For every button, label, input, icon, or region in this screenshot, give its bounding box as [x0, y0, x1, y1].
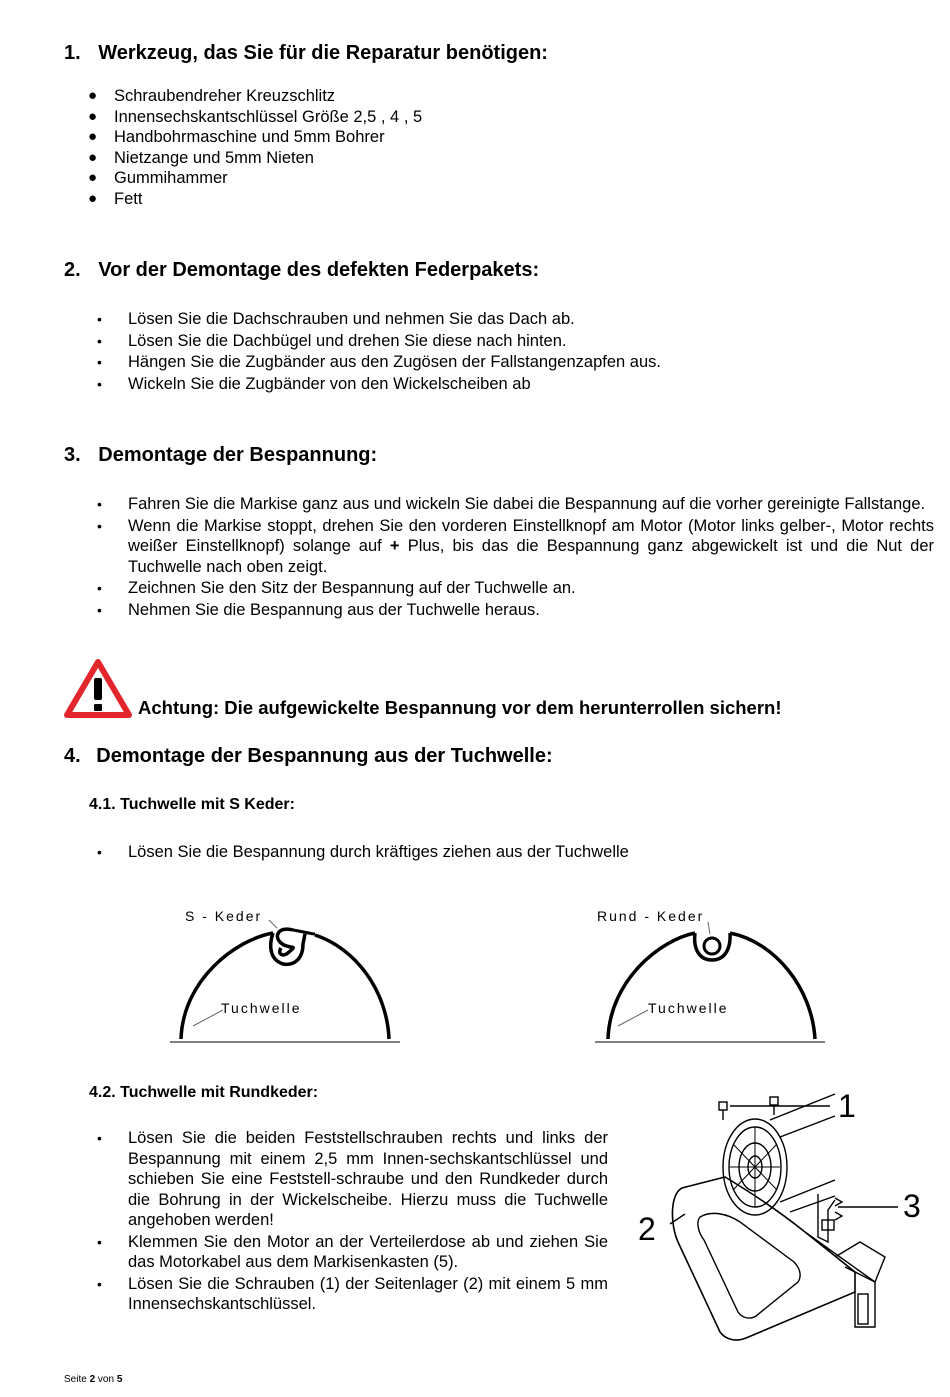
- section-2-title: Vor der Demontage des defekten Federpakets:: [98, 259, 540, 281]
- subsection-4-1-title: 4.1. Tuchwelle mit S Keder:: [89, 796, 295, 813]
- tuchwelle-arc-left: [608, 933, 695, 1039]
- side-bearing-drawing: [630, 1082, 930, 1342]
- list-item: ● Schraubendreher Kreuzschlitz: [88, 87, 336, 105]
- leader-line: [269, 920, 277, 928]
- side-bearing-housing: [672, 1177, 855, 1340]
- tuchwelle-label: Tuchwelle: [221, 1000, 302, 1016]
- rund-keder-profile: [704, 938, 720, 954]
- list-item: ● Innensechskantschlüssel Größe 2,5 , 4 , 5: [88, 107, 423, 126]
- leader-line: [618, 1010, 648, 1026]
- list-item: • Lösen Sie die beiden Feststellschrauben rechts und links der Bespannung mit einem 2,5 mm Innen-sechskantschlüssel und schieben Sie eine Feststell-schraube und den Rundkeder durch die Bohrung in der Wickelscheibe. Hierzu muss die Tuchwelle angehoben werden!: [97, 1129, 608, 1229]
- label-3: 3: [903, 1188, 921, 1224]
- list-item: • Zeichnen Sie den Sitz der Bespannung auf der Tuchwelle an.: [97, 579, 576, 597]
- section-1-title: Werkzeug, das Sie für die Reparatur benötigen:: [98, 42, 548, 64]
- profile: [805, 1232, 875, 1327]
- list-item: ● Fett: [88, 189, 143, 208]
- bullet-icon: •: [97, 332, 102, 349]
- screw-icon: [719, 1102, 727, 1120]
- tuchwelle-arc-right: [315, 935, 389, 1039]
- list-item: • Lösen Sie die Dachschrauben und nehmen Sie das Dach ab.: [97, 310, 575, 328]
- bullet-icon: •: [97, 354, 102, 370]
- list-item: • Wenn die Markise stoppt, drehen Sie den vorderen Einstellknopf am Motor (Motor links gelber-, Motor rechts weißer Einstellknopf) solange auf + Plus, bis das die Bespannung ganz abgewickelt ist und die Nut der Tuchwelle nach oben zeigt.: [97, 516, 934, 576]
- warning-text: Achtung: Die aufgewickelte Bespannung vor dem herunterrollen sichern!: [138, 697, 782, 718]
- screw-icon: [835, 1198, 842, 1220]
- tuchwelle-arc-left: [181, 933, 273, 1039]
- s-keder-list: [97, 842, 629, 863]
- bullet-icon: •: [97, 517, 102, 534]
- list-item: ● Nietzange und 5mm Nieten: [88, 148, 314, 167]
- bullet-icon: •: [97, 580, 102, 596]
- bullet-icon: ●: [88, 87, 98, 104]
- cloth-edge: [293, 930, 315, 934]
- list-item: • Nehmen Sie die Bespannung aus der Tuchwelle heraus.: [97, 600, 540, 619]
- list-item: • Lösen Sie die Dachbügel und drehen Sie diese nach hinten.: [97, 331, 567, 350]
- page-footer: Seite 2 von 5: [64, 1374, 123, 1385]
- bullet-icon: •: [97, 375, 102, 392]
- rundkeder-list: [97, 1128, 608, 1315]
- bullet-icon: •: [97, 1130, 102, 1146]
- housing-cutout: [698, 1213, 800, 1318]
- bullet-icon: •: [97, 844, 102, 860]
- list-item: • Fahren Sie die Markise ganz aus und wickeln Sie dabei die Bespannung auf die vorher gereinigte Fallstange.: [97, 495, 926, 513]
- list-item: • Hängen Sie die Zugbänder aus den Zugösen der Fallstangenzapfen aus.: [97, 353, 661, 371]
- bullet-icon: •: [97, 496, 102, 512]
- bullet-icon: •: [97, 1233, 102, 1250]
- warning-triangle-icon: [64, 658, 132, 718]
- label-2: 2: [638, 1211, 656, 1247]
- leader-line: [193, 1010, 223, 1026]
- section-4-heading: [64, 745, 553, 768]
- bullet-icon: ●: [88, 128, 98, 145]
- cover-disassembly-list: [97, 494, 934, 620]
- bullet-icon: ●: [88, 148, 98, 166]
- section-2-heading: [64, 259, 539, 282]
- bullet-icon: •: [97, 601, 102, 618]
- bullet-icon: ●: [88, 169, 98, 186]
- tuchwelle-label: Tuchwelle: [648, 1000, 729, 1016]
- section-4-number: 4.: [64, 745, 81, 767]
- tuchwelle-arc-right: [730, 933, 815, 1039]
- leader-line: [708, 922, 710, 934]
- section-4-title: Demontage der Bespannung aus der Tuchwelle:: [96, 745, 553, 767]
- s-keder-diagram: [165, 900, 410, 1048]
- list-item: ● Handbohrmaschine und 5mm Bohrer: [88, 128, 385, 146]
- rund-keder-diagram: [590, 900, 835, 1048]
- subsection-4-2-title: 4.2. Tuchwelle mit Rundkeder:: [89, 1084, 319, 1101]
- section-1-number: 1.: [64, 42, 81, 64]
- bullet-icon: ●: [88, 189, 98, 207]
- section-3-title: Demontage der Bespannung:: [98, 444, 378, 466]
- section-3-number: 3.: [64, 444, 81, 466]
- profile-end: [858, 1294, 868, 1324]
- section-2-number: 2.: [64, 259, 81, 281]
- section-1-heading: [64, 42, 548, 65]
- bullet-icon: •: [97, 311, 102, 327]
- pre-disassembly-list: [97, 309, 661, 394]
- tool-list: [88, 86, 423, 209]
- list-item: • Lösen Sie die Bespannung durch kräftiges ziehen aus der Tuchwelle: [97, 843, 629, 861]
- bullet-icon: ●: [88, 107, 98, 125]
- list-item: • Klemmen Sie den Motor an der Verteilerdose ab und ziehen Sie das Motorkabel aus dem Markisenkasten (5).: [97, 1232, 608, 1271]
- s-keder-label: S - Keder: [185, 908, 263, 924]
- bullet-icon: •: [97, 1275, 102, 1292]
- plus-sign: +: [389, 537, 400, 555]
- total-pages: 5: [116, 1374, 123, 1385]
- list-item: • Lösen Sie die Schrauben (1) der Seitenlager (2) mit einem 5 mm Innensechskantschlüssel.: [97, 1274, 608, 1313]
- label-1: 1: [838, 1088, 856, 1124]
- roller-tube: [770, 1094, 835, 1202]
- rund-keder-label: Rund - Keder: [597, 908, 705, 924]
- current-page: 2: [89, 1374, 96, 1385]
- list-item: ● Gummihammer: [88, 169, 228, 187]
- s-keder-profile: [277, 929, 293, 955]
- section-3-heading: [64, 444, 377, 467]
- list-item: • Wickeln Sie die Zugbänder von den Wickelscheiben ab: [97, 374, 531, 393]
